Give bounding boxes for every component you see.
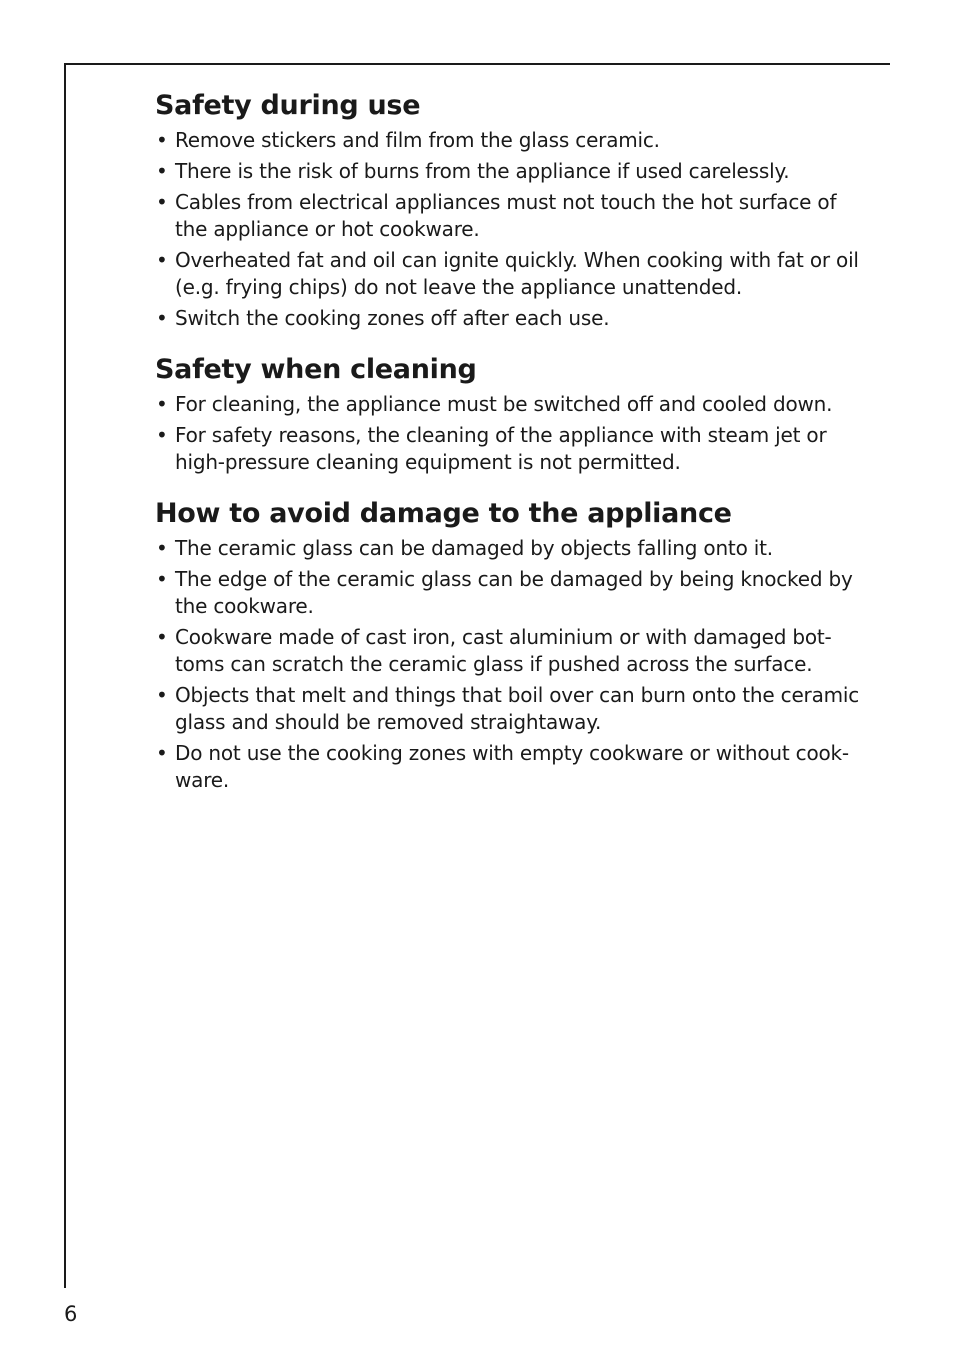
list-item: • Switch the cooking zones off after each use. [155, 305, 870, 332]
section-heading: How to avoid damage to the appliance [155, 498, 732, 529]
list-item: • Overheated fat and oil can ignite quickly. When cooking with fat or oil (e.g. frying chips) do not leave the appliance unattended. [155, 247, 870, 301]
list-item: • For cleaning, the appliance must be switched off and cooled down. [155, 391, 870, 418]
list-item: • Objects that melt and things that boil over can burn onto the ceramic glass and should be removed straightaway. [155, 682, 870, 736]
list-item: • Remove stickers and film from the glass ceramic. [155, 127, 870, 154]
list-item: • There is the risk of burns from the appliance if used carelessly. [155, 158, 870, 185]
list-item: • For safety reasons, the cleaning of the appliance with steam jet or high-pressure cleaning equipment is not permitted. [155, 422, 870, 476]
list-item: • Do not use the cooking zones with empty cookware or without cook-ware. [155, 740, 870, 794]
bullet-list [155, 391, 870, 476]
list-item: • Cables from electrical appliances must not touch the hot surface of the appliance or hot cookware. [155, 189, 870, 243]
list-item: • Cookware made of cast iron, cast aluminium or with damaged bot-toms can scratch the ceramic glass if pushed across the surface. [155, 624, 870, 678]
section-safety-when-cleaning [155, 350, 870, 476]
page-number: 6 [64, 1302, 78, 1326]
top-rule [64, 63, 890, 65]
bullet-list [155, 127, 870, 332]
section-avoid-damage [155, 494, 870, 794]
section-heading: Safety during use [155, 90, 421, 121]
left-rule [64, 63, 66, 1288]
list-item: • The edge of the ceramic glass can be damaged by being knocked by the cookware. [155, 566, 870, 620]
section-safety-during-use [155, 86, 870, 332]
bullet-list [155, 535, 870, 794]
section-heading: Safety when cleaning [155, 354, 477, 385]
page-content [155, 86, 870, 812]
list-item: • The ceramic glass can be damaged by objects falling onto it. [155, 535, 870, 562]
